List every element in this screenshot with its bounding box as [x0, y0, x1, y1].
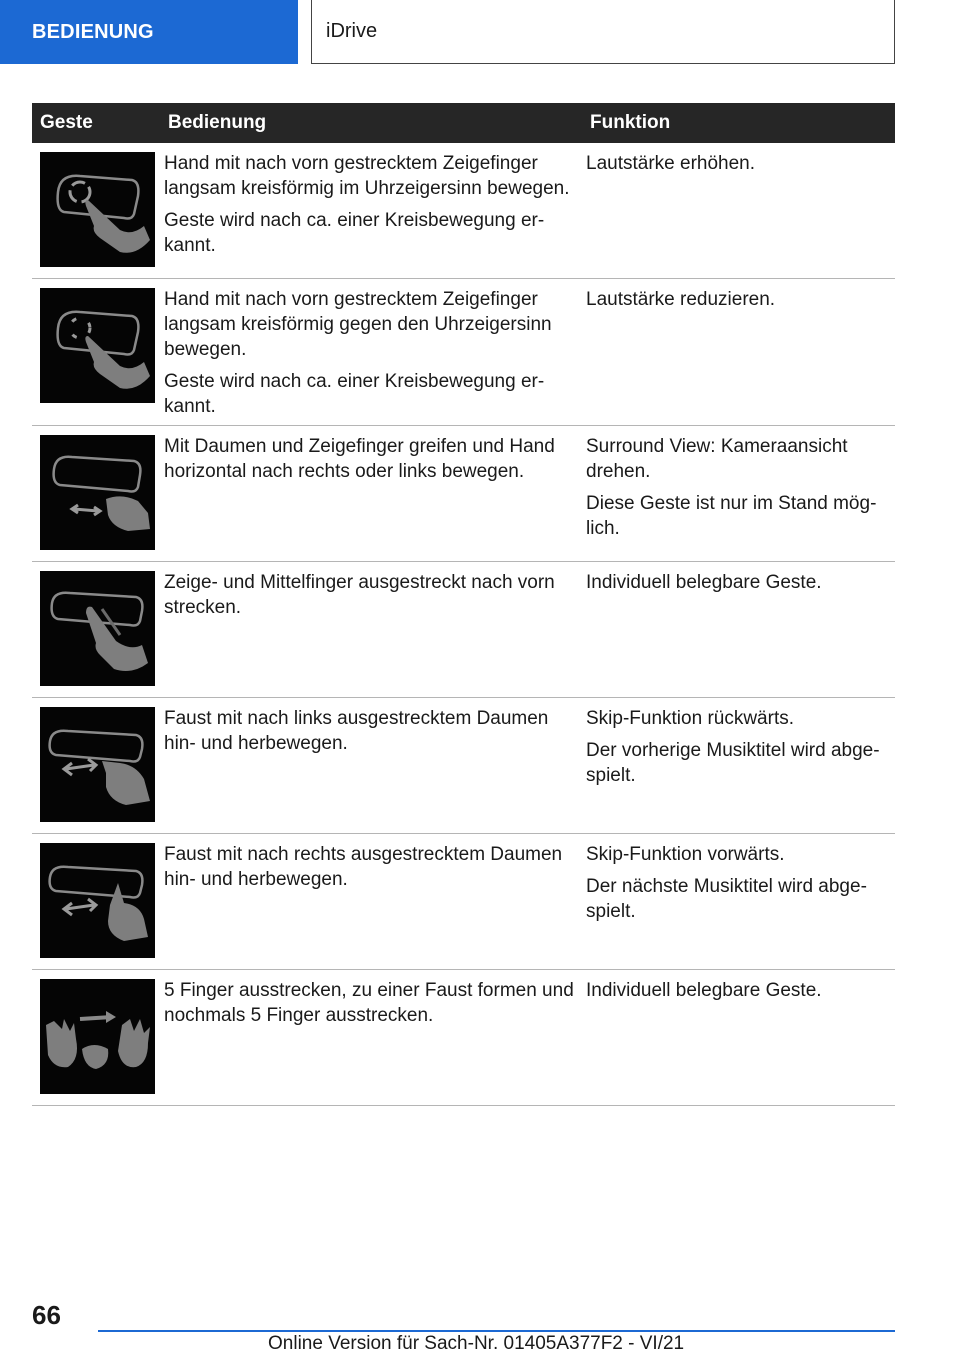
- funktion-text: Skip-Funktion vorwärts.: [586, 844, 785, 865]
- table-row: [32, 834, 895, 970]
- footer-divider: [98, 1330, 895, 1332]
- table-row: [32, 426, 895, 562]
- funktion-text: Skip-Funktion rückwärts.: [586, 708, 795, 729]
- bedienung-text: Faust mit nach rechts ausgestrecktem Daumen hin- und herbewegen.: [164, 844, 563, 890]
- bedienung-text: Geste wird nach ca. einer Kreisbewegung er-kannt.: [164, 210, 545, 256]
- funktion-text: Lautstärke erhöhen.: [586, 153, 756, 174]
- gesture-circle-clockwise-icon: [40, 152, 160, 267]
- bedienung-text: Hand mit nach vorn gestrecktem Zeigefinger langsam kreisförmig gegen den Uhrzeigersinn bewegen.: [164, 289, 552, 360]
- funktion-text: Individuell belegbare Geste.: [586, 572, 822, 593]
- column-header-geste: Geste: [40, 112, 93, 133]
- bedienung-text: Geste wird nach ca. einer Kreisbewegung er-kannt.: [164, 371, 545, 417]
- table-row: [32, 970, 895, 1106]
- funktion-text: Surround View: Kameraansicht drehen.: [586, 436, 848, 482]
- table-row: [32, 562, 895, 698]
- section-tab: BEDIENUNG: [0, 0, 298, 64]
- column-header-bedienung: Bedienung: [168, 112, 267, 133]
- column-header-funktion: Funktion: [590, 112, 671, 133]
- gesture-thumb-right-icon: [40, 843, 160, 958]
- gesture-table: [32, 103, 895, 1106]
- funktion-text: Der vorherige Musiktitel wird abge-spielt.: [586, 740, 880, 786]
- funktion-text: Der nächste Musiktitel wird abge-spielt.: [586, 876, 867, 922]
- bedienung-text: 5 Finger ausstrecken, zu einer Faust formen und nochmals 5 Finger ausstrecken.: [164, 980, 574, 1026]
- bedienung-text: Hand mit nach vorn gestrecktem Zeigefinger langsam kreisförmig im Uhrzeigersinn bewegen.: [164, 153, 570, 199]
- gesture-circle-counterclockwise-icon: [40, 288, 160, 403]
- bedienung-text: Mit Daumen und Zeigefinger greifen und Hand horizontal nach rechts oder links bewegen.: [164, 436, 555, 482]
- table-row: [32, 279, 895, 426]
- page-title: iDrive: [311, 0, 895, 64]
- gesture-open-fist-open-icon: [40, 979, 160, 1094]
- funktion-text: Diese Geste ist nur im Stand mög-lich.: [586, 493, 877, 539]
- gesture-thumb-left-icon: [40, 707, 160, 822]
- table-row: [32, 698, 895, 834]
- bedienung-text: Faust mit nach links ausgestrecktem Daumen hin- und herbewegen.: [164, 708, 549, 754]
- funktion-text: Lautstärke reduzieren.: [586, 289, 776, 310]
- funktion-text: Individuell belegbare Geste.: [586, 980, 822, 1001]
- gesture-two-finger-point-icon: [40, 571, 160, 686]
- footer-text: Online Version für Sach-Nr. 01405A377F2 - VI/21: [268, 1333, 685, 1354]
- page-number: 66: [32, 1300, 61, 1330]
- gesture-grab-swipe-icon: [40, 435, 160, 550]
- table-header: [32, 103, 895, 143]
- table-row: [32, 143, 895, 279]
- bedienung-text: Zeige- und Mittelfinger ausgestreckt nach vorn strecken.: [164, 572, 555, 618]
